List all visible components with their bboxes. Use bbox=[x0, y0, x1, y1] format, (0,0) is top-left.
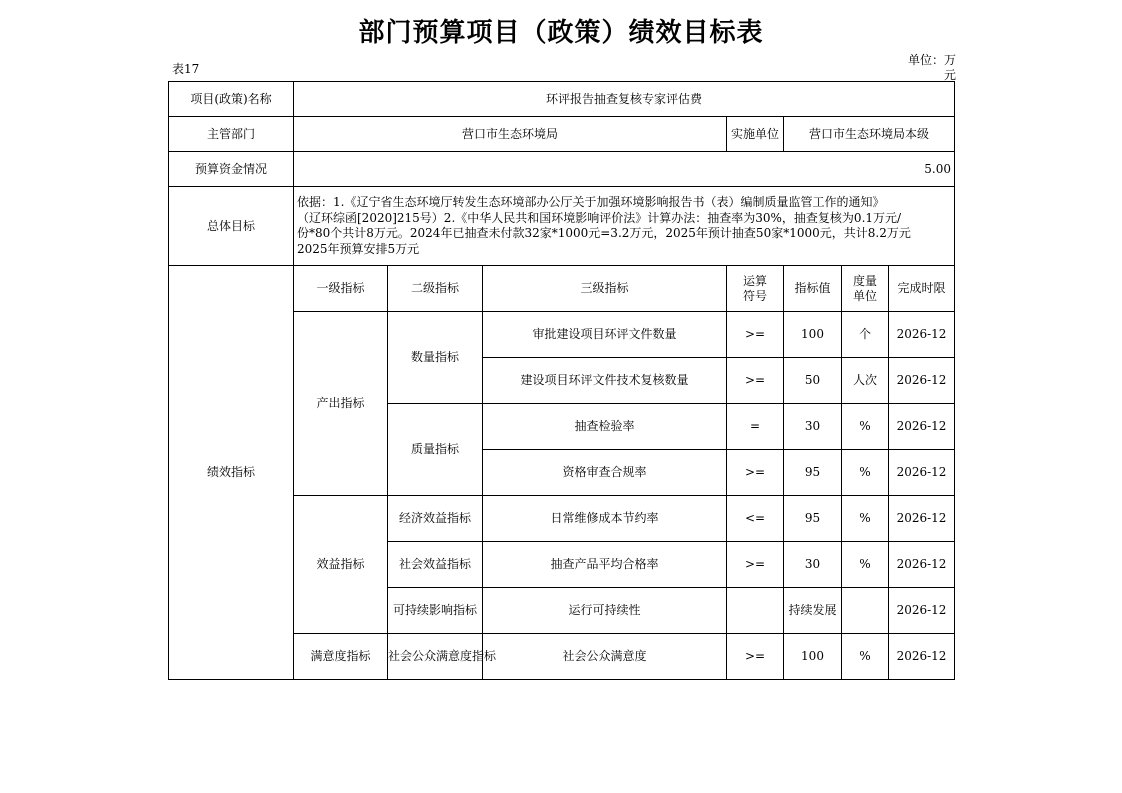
indicator-value: 100 bbox=[784, 634, 842, 680]
indicator-operator bbox=[727, 588, 784, 634]
header-unit-line-1: 度量 bbox=[852, 273, 877, 288]
budget-row bbox=[169, 152, 955, 187]
subgroup-social: 社会效益指标 bbox=[388, 542, 483, 588]
header-operator-line-1: 运算 bbox=[742, 273, 767, 288]
indicator-name: 日常维修成本节约率 bbox=[483, 496, 727, 542]
indicator-deadline: 2026-12 bbox=[889, 404, 955, 450]
performance-target-table bbox=[168, 81, 955, 680]
indicator-unit: % bbox=[842, 404, 889, 450]
indicator-name: 运行可持续性 bbox=[483, 588, 727, 634]
dept-label: 主管部门 bbox=[169, 117, 294, 152]
subgroup-public: 社会公众满意度指标 bbox=[388, 634, 483, 680]
impl-label: 实施单位 bbox=[727, 117, 784, 152]
indicator-value: 100 bbox=[784, 312, 842, 358]
header-operator bbox=[727, 266, 784, 312]
project-label: 项目(政策)名称 bbox=[169, 82, 294, 117]
header-level1: 一级指标 bbox=[294, 266, 388, 312]
header-level2: 二级指标 bbox=[388, 266, 483, 312]
indicator-value: 95 bbox=[784, 450, 842, 496]
indicator-value: 50 bbox=[784, 358, 842, 404]
subgroup-quality: 质量指标 bbox=[388, 404, 483, 496]
indicator-name: 抽查产品平均合格率 bbox=[483, 542, 727, 588]
indicator-name: 抽查检验率 bbox=[483, 404, 727, 450]
dept-value: 营口市生态环境局 bbox=[294, 117, 727, 152]
indicator-name: 建设项目环评文件技术复核数量 bbox=[483, 358, 727, 404]
indicator-name: 社会公众满意度 bbox=[483, 634, 727, 680]
header-unit bbox=[842, 266, 889, 312]
header-deadline: 完成时限 bbox=[889, 266, 955, 312]
indicator-deadline: 2026-12 bbox=[889, 450, 955, 496]
goal-line-4: 2025年预算安排5万元 bbox=[297, 241, 420, 256]
goal-line-2: （辽环综函[2020]215号）2.《中华人民共和国环境影响评价法》计算办法：抽查率为30%，抽查复核为0.1万元/ bbox=[297, 210, 902, 225]
budget-value: 5.00 bbox=[294, 152, 955, 187]
page-title: 部门预算项目（政策）绩效目标表 bbox=[358, 18, 764, 48]
indicator-deadline: 2026-12 bbox=[889, 358, 955, 404]
indicator-operator: >= bbox=[727, 634, 784, 680]
indicator-unit: % bbox=[842, 634, 889, 680]
unit-line-1: 单位：万 bbox=[907, 53, 956, 67]
goal-text bbox=[294, 187, 955, 266]
indicator-value: 95 bbox=[784, 496, 842, 542]
indicator-deadline: 2026-12 bbox=[889, 542, 955, 588]
indicator-operator: >= bbox=[727, 450, 784, 496]
goal-label: 总体目标 bbox=[169, 187, 294, 266]
indicator-operator: >= bbox=[727, 542, 784, 588]
header-level3: 三级指标 bbox=[483, 266, 727, 312]
group-output: 产出指标 bbox=[294, 312, 388, 496]
header-unit-line-2: 单位 bbox=[852, 288, 877, 303]
header-value: 指标值 bbox=[784, 266, 842, 312]
unit-label bbox=[900, 53, 956, 83]
indicator-operator: <= bbox=[727, 496, 784, 542]
subgroup-quantity: 数量指标 bbox=[388, 312, 483, 404]
indicator-deadline: 2026-12 bbox=[889, 634, 955, 680]
indicator-section-label: 绩效指标 bbox=[169, 266, 294, 680]
header-operator-line-2: 符号 bbox=[742, 288, 767, 303]
indicator-operator: >= bbox=[727, 312, 784, 358]
indicator-value: 30 bbox=[784, 542, 842, 588]
indicator-unit: % bbox=[842, 496, 889, 542]
indicator-unit: 个 bbox=[842, 312, 889, 358]
indicator-deadline: 2026-12 bbox=[889, 312, 955, 358]
subgroup-economic: 经济效益指标 bbox=[388, 496, 483, 542]
indicator-unit: % bbox=[842, 542, 889, 588]
indicator-value: 30 bbox=[784, 404, 842, 450]
goal-line-1: 依据：1.《辽宁省生态环境厅转发生态环境部办公厅关于加强环境影响报告书（表）编制质量监管工作的通知》 bbox=[297, 195, 885, 209]
project-value: 环评报告抽查复核专家评估费 bbox=[294, 82, 955, 117]
indicator-value: 持续发展 bbox=[784, 588, 842, 634]
indicator-header-row bbox=[169, 266, 955, 312]
indicator-deadline: 2026-12 bbox=[889, 496, 955, 542]
indicator-name: 资格审查合规率 bbox=[483, 450, 727, 496]
goal-row bbox=[169, 187, 955, 266]
table-number: 表17 bbox=[172, 62, 200, 76]
group-benefit: 效益指标 bbox=[294, 496, 388, 634]
group-satisfaction: 满意度指标 bbox=[294, 634, 388, 680]
indicator-unit: % bbox=[842, 450, 889, 496]
indicator-operator: >= bbox=[727, 358, 784, 404]
project-row bbox=[169, 82, 955, 117]
budget-label: 预算资金情况 bbox=[169, 152, 294, 187]
impl-value: 营口市生态环境局本级 bbox=[784, 117, 955, 152]
indicator-operator: = bbox=[727, 404, 784, 450]
indicator-unit bbox=[842, 588, 889, 634]
indicator-name: 审批建设项目环评文件数量 bbox=[483, 312, 727, 358]
subgroup-sustainable: 可持续影响指标 bbox=[388, 588, 483, 634]
unit-line-2: 元 bbox=[943, 68, 956, 82]
department-row bbox=[169, 117, 955, 152]
indicator-unit: 人次 bbox=[842, 358, 889, 404]
goal-line-3: 份*80个共计8万元。2024年已抽查未付款32家*1000元=3.2万元，2025年预计抽查50家*1000元，共计8.2万元 bbox=[297, 226, 911, 240]
indicator-deadline: 2026-12 bbox=[889, 588, 955, 634]
